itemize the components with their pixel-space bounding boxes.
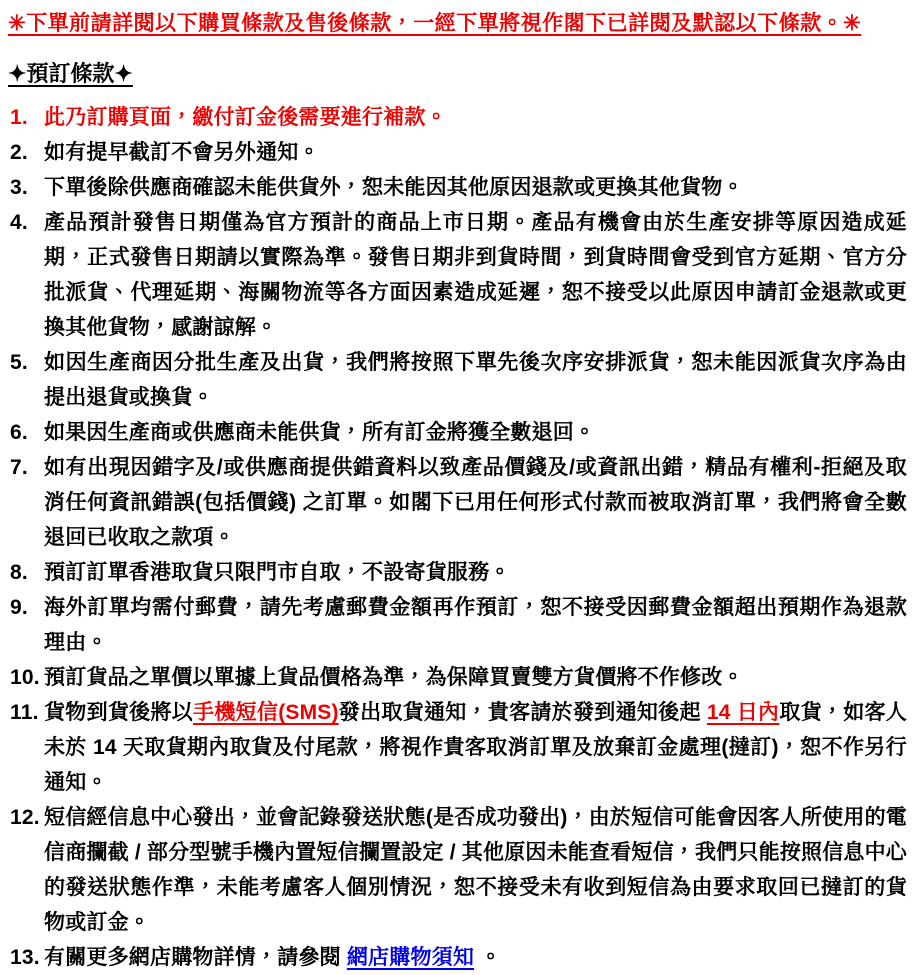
- purchase-notice-banner: ✳下單前請詳閱以下購買條款及售後條款，一經下單將視作閣下已詳閱及默認以下條款。✳: [8, 12, 862, 35]
- term-number: 5.: [10, 351, 28, 374]
- term-text: 下單後除供應商確認未能供貨外，恕未能因其他原因退款或更換其他貨物。: [44, 176, 744, 199]
- term-text: 發出取貨通知，貴客請於發到通知後起: [338, 701, 707, 724]
- term-text: 預訂訂單香港取貨只限門市自取，不設寄貨服務。: [44, 561, 511, 584]
- term-item: [8, 590, 907, 660]
- term-number: 13.: [10, 946, 40, 969]
- term-item: [8, 800, 907, 940]
- term-item: [8, 695, 907, 800]
- term-text: 如因生產商因分批生產及出貨，我們將按照下單先後次序安排派貨，恕未能因派貨次序為由提出退貨或換貨。: [44, 351, 907, 409]
- term-text: 產品預計發售日期僅為官方預計的商品上市日期。產品有機會由於生產安排等原因造成延期，正式發售日期請以實際為準。發售日期非到貨時間，到貨時間會受到官方延期、官方分批派貨、代理延期、海關物流等各方面因素造成延遲，恕不接受以此原因申請訂金退款或更換其他貨物，感謝諒解。: [44, 211, 907, 339]
- term-text: 手機短信(SMS): [193, 701, 339, 724]
- term-text: 如有提早截訂不會另外通知。: [44, 141, 320, 164]
- term-number: 7.: [10, 456, 28, 479]
- term-text: 如有出現因錯字及/或供應商提供錯資料以致產品價錢及/或資訊出錯，精品有權利-拒絕及取消任何資訊錯誤(包括價錢) 之訂單。如閣下已用任何形式付款而被取消訂單，我們將會全數退回已收取之款項。: [44, 456, 907, 549]
- term-item: [8, 100, 907, 135]
- term-number: 11.: [10, 701, 39, 724]
- term-text: 取貨，如客人未於 14 天取貨期內取貨及付尾款，將視作貴客取消訂單及放棄訂金處理(撻訂)，恕不作另行通知。: [44, 701, 907, 794]
- term-text: 有關更多網店購物詳情，請參閱: [44, 946, 347, 969]
- term-item: [8, 135, 907, 170]
- term-number: 1.: [10, 106, 28, 129]
- term-item: [8, 170, 907, 205]
- term-text: 海外訂單均需付郵費，請先考慮郵費金額再作預訂，恕不接受因郵費金額超出預期作為退款理由。: [44, 596, 907, 654]
- term-number: 2.: [10, 141, 28, 164]
- term-text: 如果因生產商或供應商未能供貨，所有訂金將獲全數退回。: [44, 421, 596, 444]
- term-number: 10.: [10, 666, 40, 689]
- term-item: [8, 415, 907, 450]
- term-text: 14 日內: [706, 701, 780, 724]
- term-text: 。: [474, 946, 502, 969]
- section-heading: ✦預訂條款✦: [8, 61, 133, 86]
- term-text: 短信經信息中心發出，並會記錄發送狀態(是否成功發出)，由於短信可能會因客人所使用的電信商攔截 / 部分型號手機內置短信攔置設定 / 其他原因未能查看短信，我們只能按照信息中心的發送狀態作準，未能考慮客人個別情況，恕不接受未有收到短信為由要求取回已撻訂的貨物或訂金。: [44, 806, 908, 934]
- term-number: 8.: [10, 561, 28, 584]
- term-item: [8, 345, 907, 415]
- term-number: 9.: [10, 596, 28, 619]
- term-item: [8, 205, 907, 345]
- term-number: 6.: [10, 421, 28, 444]
- term-text: 預訂貨品之單價以單據上貨品價格為準，為保障買賣雙方貨價將不作修改。: [44, 666, 744, 689]
- term-item: [8, 450, 907, 555]
- shop-guide-link[interactable]: 網店購物須知: [346, 946, 475, 969]
- term-text: 此乃訂購頁面，繳付訂金後需要進行補款。: [44, 106, 447, 129]
- term-item: [8, 940, 907, 975]
- term-item: [8, 555, 907, 590]
- term-item: [8, 660, 907, 695]
- term-text: 貨物到貨後將以: [44, 701, 194, 724]
- term-number: 12.: [10, 806, 40, 829]
- term-number: 4.: [10, 211, 28, 234]
- term-number: 3.: [10, 176, 28, 199]
- terms-list: [8, 100, 907, 975]
